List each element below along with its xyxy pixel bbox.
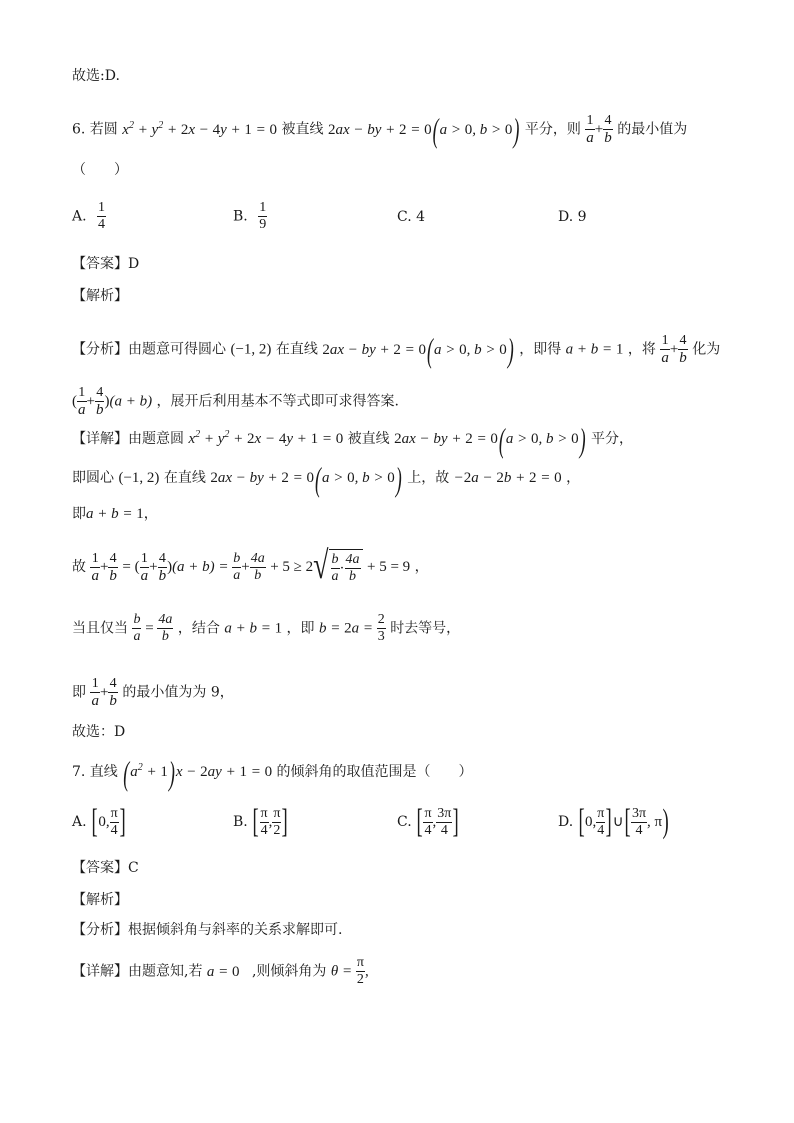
q6-option-a: A. $\frac{1}{4}$ [72,200,106,232]
q6-option-c: C. 4 [397,209,426,225]
q6-detail-line-1: 【详解】由题意圆 $x^2 + y^2 + 2x - 4y + 1 = 0$ 被直线 2ax − by + 2 = 0(a > 0, b > 0) 平分， [72,420,634,459]
q7-option-d: D. [0, $\frac{\pi}{4}$ ]∪[ $\frac{3\pi}{4}$ , π) [558,803,669,840]
q7-jiexi-heading: 【解析】 [72,892,128,908]
q6-option-d: D. 9 [558,209,587,225]
q6-detail-line-6: 即 $\frac{1}{a}$ + $\frac{4}{b}$ 的最小值为为 9， [72,676,234,709]
q7-analysis: 【分析】根据倾斜角与斜率的关系求解即可. [72,922,343,938]
q6-detail-line-4: 故 $\frac{1}{a}$ + $\frac{4}{b}$ = ( $\frac{1}{a}$ + $\frac{4}{b}$ )(a + b) = $\frac{b}{a}$ + $\frac{4a}{b}$ + 5 ≥ 2√ $\frac{b}{a}$ · $\frac{4a}{b}$ + 5 = 9 ， [72,544,429,588]
q7-answer: 【答案】C [72,860,139,876]
q6-detail-line-2: 即圆心 (−1, 2) 在直线 2ax − by + 2 = 0(a > 0, b > 0) 上，故 −2a − 2b + 2 = 0 ， [72,459,581,498]
previous-choice-line: 故选:D. [72,68,120,84]
q7-detail: 【详解】由题意知,若 a = 0 ,则倾斜角为 θ = $\frac{\pi}{2}$ , [72,955,369,987]
q7-option-a: A. [0, $\frac{\pi}{4}$ ] [72,803,126,840]
q6-detail-line-3: 即a + b = 1， [72,506,158,522]
q7-option-b: B. [ $\frac{\pi}{4}$ , $\frac{\pi}{2}$ ] [233,803,289,840]
q7-option-c: C. [ $\frac{\pi}{4}$ , $\frac{3\pi}{4}$ ] [397,803,460,840]
question-6-paren: （ ） [72,162,128,178]
q6-jiexi-heading: 【解析】 [72,288,128,304]
q6-detail-line-5: 当且仅当 $\frac{b}{a}$ = $\frac{4a}{b}$ ，结合 a + b = 1 ，即 b = 2a = $\frac{2}{3}$ 时去等号， [72,612,461,644]
q6-analysis-line-2: ( $\frac{1}{a}$ + $\frac{4}{b}$ )(a + b) ，展开后利用基本不等式即可求得答案. [72,385,399,418]
question-7-statement: 7. 直线 $(a^2 + 1)x - 2ay + 1 = 0$ 的倾斜角的取值范围是（ ） [72,753,473,792]
question-6-statement: 6. 若圆 $x^2 + y^2 + 2x - 4y + 1 = 0$ 被直线 2ax − by + 2 = 0(a > 0, b > 0) 平分，则 $\frac{1}{a}$ + $\frac{4}{b}$ 的最小值为 [72,111,688,150]
q6-answer: 【答案】D [72,256,140,272]
q6-choice: 故选：D [72,724,126,740]
q6-analysis-line-1: 【分析】由题意可得圆心 (−1, 2) 在直线 2ax − by + 2 = 0(a > 0, b > 0) ，即得 a + b = 1 ，将 $\frac{1}{a}$ + $\frac{4}{b}$ 化为 [72,331,721,370]
q6-option-b: B. $\frac{1}{9}$ [233,200,267,232]
